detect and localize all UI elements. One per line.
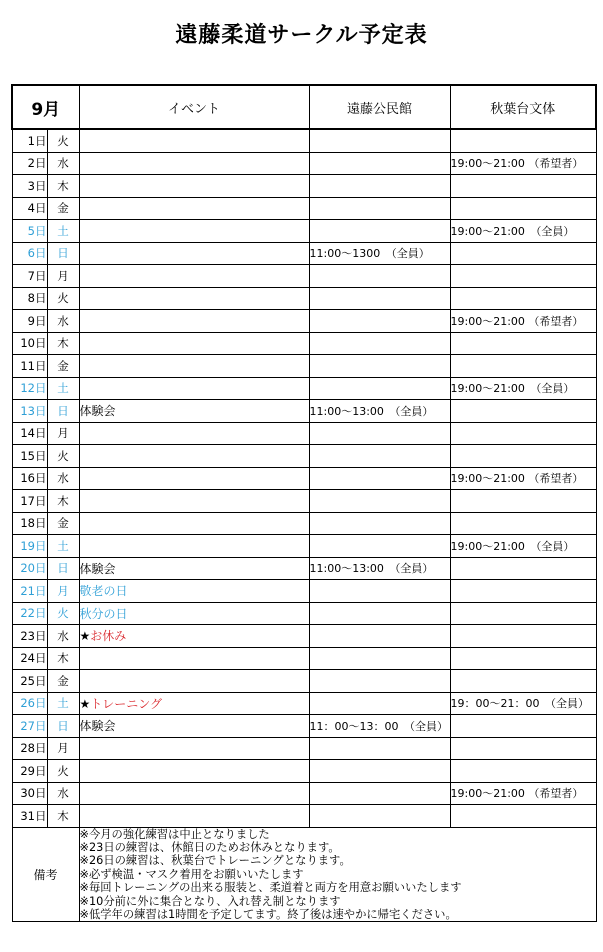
table-row xyxy=(12,467,596,490)
weekday-cell: 土 xyxy=(47,220,79,243)
akiba-cell: 19:00～21:00 （全員） xyxy=(450,535,596,558)
day-cell: 14日 xyxy=(12,422,47,445)
day-cell: 12日 xyxy=(12,377,47,400)
kominkan-cell xyxy=(309,602,450,625)
akiba-cell xyxy=(450,445,596,468)
weekday-cell: 火 xyxy=(47,129,79,152)
akiba-cell xyxy=(450,355,596,378)
weekday-cell: 水 xyxy=(47,625,79,648)
akiba-cell xyxy=(450,805,596,828)
day-cell: 31日 xyxy=(12,805,47,828)
day-cell: 24日 xyxy=(12,647,47,670)
table-row xyxy=(12,670,596,693)
table-row xyxy=(12,310,596,333)
table-row xyxy=(12,175,596,198)
day-cell: 22日 xyxy=(12,602,47,625)
table-row xyxy=(12,377,596,400)
note-line: ※26日の練習は、秋葉台でトレーニングとなります。 xyxy=(79,854,351,868)
day-cell: 23日 xyxy=(12,625,47,648)
akiba-cell xyxy=(450,512,596,535)
weekday-cell: 火 xyxy=(47,445,79,468)
event-column-header: イベント xyxy=(79,85,309,129)
note-line: ※低学年の練習は1時間を予定してます。終了後は速やかに帰宅ください。 xyxy=(79,907,457,921)
kominkan-cell xyxy=(309,512,450,535)
weekday-cell: 水 xyxy=(47,152,79,175)
kominkan-cell: 11:00～13:00 （全員） xyxy=(309,400,450,423)
kominkan-cell xyxy=(309,152,450,175)
kominkan-cell xyxy=(309,625,450,648)
weekday-cell: 水 xyxy=(47,310,79,333)
event-cell xyxy=(79,152,309,175)
star-icon: ★ xyxy=(79,629,91,644)
weekday-cell: 火 xyxy=(47,760,79,783)
weekday-cell: 日 xyxy=(47,400,79,423)
day-cell: 1日 xyxy=(12,129,47,152)
event-cell xyxy=(79,445,309,468)
day-cell: 17日 xyxy=(12,490,47,513)
table-row xyxy=(12,445,596,468)
akiba-cell: 19:00～21:00 （希望者） xyxy=(450,152,596,175)
notes-label: 備考 xyxy=(12,827,79,922)
day-cell: 29日 xyxy=(12,760,47,783)
event-cell xyxy=(79,220,309,243)
event-cell xyxy=(79,760,309,783)
akiba-cell: 19:00～21:00 （希望者） xyxy=(450,782,596,805)
event-cell xyxy=(79,490,309,513)
note-line: ※今月の強化練習は中止となりました xyxy=(79,827,270,841)
event-cell: 体験会 xyxy=(79,557,309,580)
table-row xyxy=(12,805,596,828)
event-cell xyxy=(79,535,309,558)
akiba-cell xyxy=(450,760,596,783)
note-line: ※必ず検温・マスク着用をお願いいたします xyxy=(79,867,304,881)
event-cell xyxy=(79,422,309,445)
table-row xyxy=(12,692,596,715)
kominkan-cell xyxy=(309,782,450,805)
akiba-cell: 19:00～21:00 （全員） xyxy=(450,220,596,243)
table-row xyxy=(12,512,596,535)
day-cell: 8日 xyxy=(12,287,47,310)
kominkan-cell xyxy=(309,175,450,198)
notes-row xyxy=(12,827,596,922)
event-cell xyxy=(79,332,309,355)
kominkan-cell xyxy=(309,355,450,378)
event-cell: 敬老の日 xyxy=(79,580,309,603)
day-cell: 19日 xyxy=(12,535,47,558)
weekday-cell: 木 xyxy=(47,647,79,670)
akiba-cell xyxy=(450,242,596,265)
event-cell xyxy=(79,692,309,715)
kominkan-cell xyxy=(309,310,450,333)
table-row xyxy=(12,287,596,310)
table-row xyxy=(12,737,596,760)
note-line: ※23日の練習は、休館日のためお休みとなります。 xyxy=(79,840,340,854)
kominkan-cell xyxy=(309,220,450,243)
event-cell xyxy=(79,287,309,310)
akiba-cell xyxy=(450,580,596,603)
day-cell: 2日 xyxy=(12,152,47,175)
day-cell: 28日 xyxy=(12,737,47,760)
kominkan-cell xyxy=(309,265,450,288)
day-cell: 5日 xyxy=(12,220,47,243)
weekday-cell: 金 xyxy=(47,512,79,535)
event-cell xyxy=(79,647,309,670)
event-cell xyxy=(79,670,309,693)
star-icon: ★ xyxy=(79,696,91,711)
weekday-cell: 土 xyxy=(47,692,79,715)
weekday-cell: 木 xyxy=(47,332,79,355)
akiba-cell xyxy=(450,400,596,423)
event-cell xyxy=(79,175,309,198)
weekday-cell: 木 xyxy=(47,490,79,513)
akiba-cell xyxy=(450,715,596,738)
day-cell: 20日 xyxy=(12,557,47,580)
day-cell: 4日 xyxy=(12,197,47,220)
weekday-cell: 土 xyxy=(47,535,79,558)
event-cell: 体験会 xyxy=(79,715,309,738)
weekday-cell: 月 xyxy=(47,265,79,288)
day-cell: 13日 xyxy=(12,400,47,423)
kominkan-cell xyxy=(309,287,450,310)
kominkan-cell: 11：00～13：00 （全員） xyxy=(309,715,450,738)
table-row xyxy=(12,557,596,580)
kominkan-cell xyxy=(309,445,450,468)
event-text: お休み xyxy=(90,629,127,644)
day-cell: 21日 xyxy=(12,580,47,603)
day-cell: 18日 xyxy=(12,512,47,535)
event-cell xyxy=(79,129,309,152)
event-cell xyxy=(79,355,309,378)
akiba-cell xyxy=(450,265,596,288)
weekday-cell: 月 xyxy=(47,580,79,603)
akiba-cell xyxy=(450,670,596,693)
table-row xyxy=(12,625,596,648)
weekday-cell: 木 xyxy=(47,805,79,828)
akiba-cell xyxy=(450,737,596,760)
akiba-cell xyxy=(450,175,596,198)
event-cell xyxy=(79,782,309,805)
day-cell: 27日 xyxy=(12,715,47,738)
weekday-cell: 金 xyxy=(47,670,79,693)
akiba-cell xyxy=(450,557,596,580)
akiba-cell xyxy=(450,490,596,513)
event-cell: 秋分の日 xyxy=(79,602,309,625)
kominkan-cell xyxy=(309,647,450,670)
akiba-cell xyxy=(450,332,596,355)
kominkan-cell xyxy=(309,422,450,445)
event-cell xyxy=(79,197,309,220)
event-cell xyxy=(79,310,309,333)
weekday-cell: 金 xyxy=(47,355,79,378)
kominkan-cell xyxy=(309,805,450,828)
akiba-cell: 19:00～21:00 （希望者） xyxy=(450,467,596,490)
weekday-cell: 木 xyxy=(47,175,79,198)
table-row xyxy=(12,422,596,445)
table-row xyxy=(12,760,596,783)
event-cell xyxy=(79,377,309,400)
weekday-cell: 月 xyxy=(47,422,79,445)
kominkan-cell xyxy=(309,377,450,400)
month-header: 9月 xyxy=(12,85,79,129)
weekday-cell: 金 xyxy=(47,197,79,220)
weekday-cell: 火 xyxy=(47,602,79,625)
event-cell xyxy=(79,805,309,828)
event-cell xyxy=(79,467,309,490)
akiba-cell xyxy=(450,197,596,220)
event-text: トレーニング xyxy=(90,696,163,711)
table-row xyxy=(12,197,596,220)
event-cell xyxy=(79,512,309,535)
table-row xyxy=(12,647,596,670)
notes-list xyxy=(79,827,596,922)
kominkan-cell xyxy=(309,737,450,760)
table-row xyxy=(12,715,596,738)
kominkan-cell: 11:00～1300 （全員） xyxy=(309,242,450,265)
table-row xyxy=(12,152,596,175)
day-cell: 11日 xyxy=(12,355,47,378)
kominkan-cell xyxy=(309,332,450,355)
akiba-cell xyxy=(450,129,596,152)
table-row xyxy=(12,535,596,558)
event-cell xyxy=(79,737,309,760)
weekday-cell: 火 xyxy=(47,287,79,310)
note-line: ※10分前に外に集合となり、入れ替え制となります xyxy=(79,894,341,908)
weekday-cell: 水 xyxy=(47,782,79,805)
weekday-cell: 日 xyxy=(47,557,79,580)
event-cell xyxy=(79,625,309,648)
day-cell: 7日 xyxy=(12,265,47,288)
akiba-cell xyxy=(450,602,596,625)
schedule-table xyxy=(11,84,597,922)
day-cell: 25日 xyxy=(12,670,47,693)
akiba-cell xyxy=(450,287,596,310)
page-title: 遠藤柔道サークル予定表 xyxy=(175,23,428,48)
table-row xyxy=(12,220,596,243)
kominkan-cell xyxy=(309,670,450,693)
kominkan-cell xyxy=(309,467,450,490)
day-cell: 16日 xyxy=(12,467,47,490)
note-line: ※毎回トレーニングの出来る服装と、柔道着と両方を用意お願いいたします xyxy=(79,881,462,895)
kominkan-column-header: 遠藤公民館 xyxy=(309,85,450,129)
akiba-cell xyxy=(450,422,596,445)
kominkan-cell xyxy=(309,692,450,715)
weekday-cell: 土 xyxy=(47,377,79,400)
weekday-cell: 水 xyxy=(47,467,79,490)
table-row xyxy=(12,602,596,625)
table-row xyxy=(12,782,596,805)
day-cell: 3日 xyxy=(12,175,47,198)
table-row xyxy=(12,580,596,603)
weekday-cell: 日 xyxy=(47,242,79,265)
weekday-cell: 日 xyxy=(47,715,79,738)
kominkan-cell xyxy=(309,760,450,783)
table-row xyxy=(12,242,596,265)
akiba-cell: 19：00～21：00 （全員） xyxy=(450,692,596,715)
kominkan-cell xyxy=(309,490,450,513)
kominkan-cell: 11:00～13:00 （全員） xyxy=(309,557,450,580)
day-cell: 30日 xyxy=(12,782,47,805)
table-row xyxy=(12,400,596,423)
schedule-body xyxy=(12,129,596,827)
day-cell: 26日 xyxy=(12,692,47,715)
weekday-cell: 月 xyxy=(47,737,79,760)
akiba-cell: 19:00～21:00 （希望者） xyxy=(450,310,596,333)
day-cell: 9日 xyxy=(12,310,47,333)
table-row xyxy=(12,265,596,288)
event-cell xyxy=(79,265,309,288)
akiba-cell xyxy=(450,647,596,670)
kominkan-cell xyxy=(309,197,450,220)
event-cell xyxy=(79,242,309,265)
table-header-row xyxy=(12,85,596,129)
table-row xyxy=(12,490,596,513)
kominkan-cell xyxy=(309,535,450,558)
akiba-column-header: 秋葉台文体 xyxy=(450,85,596,129)
akiba-cell xyxy=(450,625,596,648)
kominkan-cell xyxy=(309,580,450,603)
kominkan-cell xyxy=(309,129,450,152)
event-cell: 体験会 xyxy=(79,400,309,423)
table-row xyxy=(12,332,596,355)
day-cell: 10日 xyxy=(12,332,47,355)
table-row xyxy=(12,129,596,152)
akiba-cell: 19:00～21:00 （全員） xyxy=(450,377,596,400)
day-cell: 6日 xyxy=(12,242,47,265)
day-cell: 15日 xyxy=(12,445,47,468)
table-row xyxy=(12,355,596,378)
